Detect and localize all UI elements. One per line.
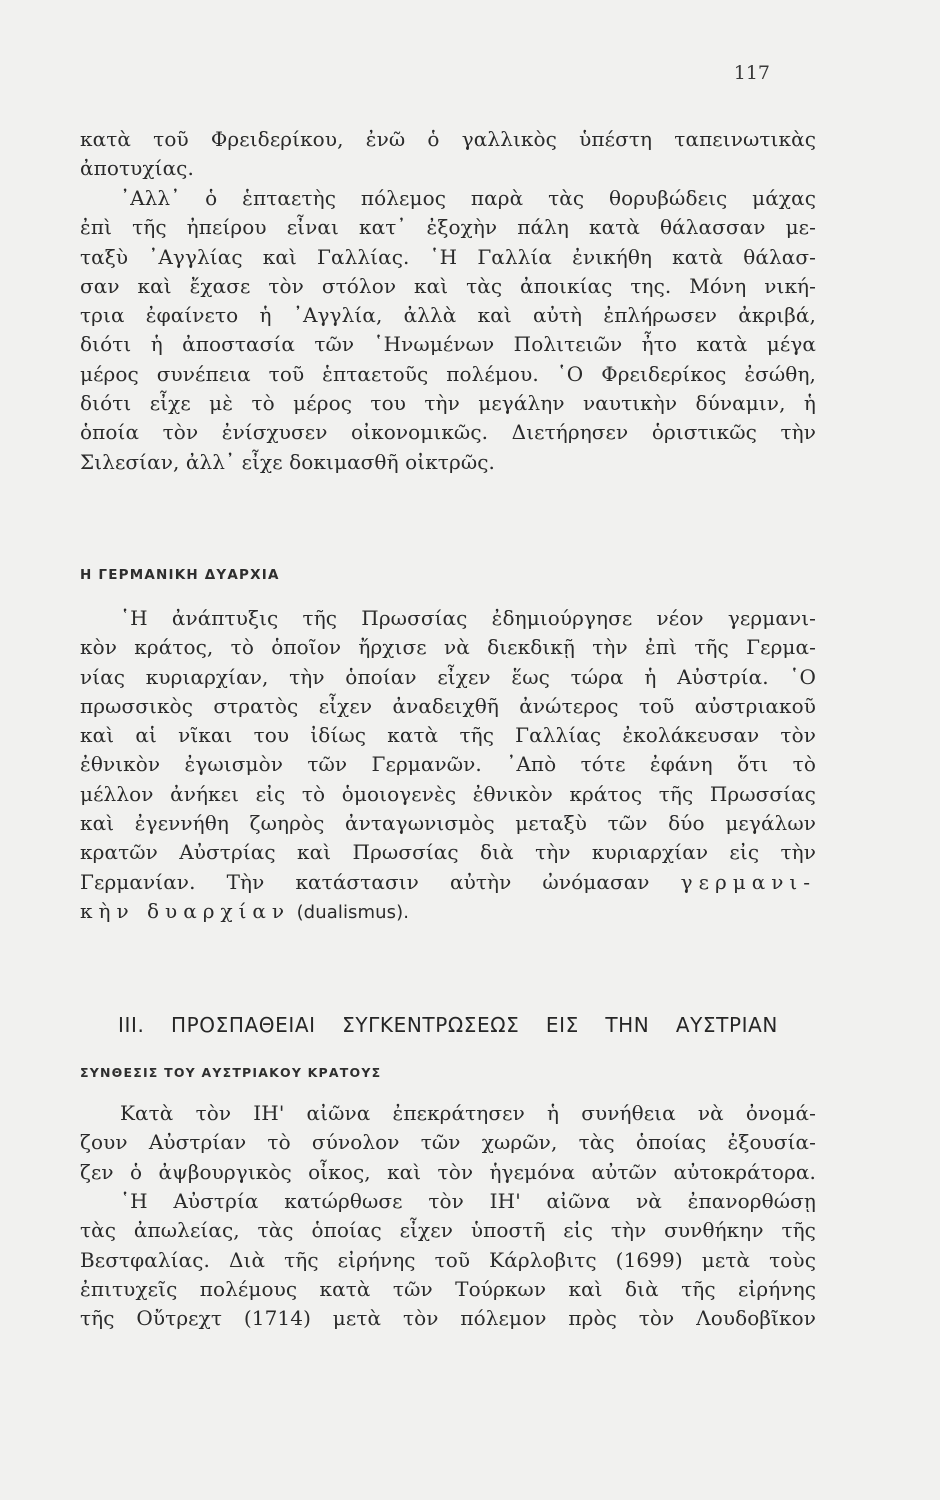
text-line: καὶ αἱ νῖκαι του ἰδίως κατὰ τῆς Γαλλίας ἐκολάκευσαν τὸν xyxy=(80,723,816,748)
text-line: κρατῶν Αὐστρίας καὶ Πρωσσίας διὰ τὴν κυριαρχίαν εἰς τὴν xyxy=(80,840,816,865)
text-line: ἐπιτυχεῖς πολέμους κατὰ τῶν Τούρκων καὶ διὰ τῆς εἰρήνης xyxy=(80,1276,816,1301)
section-heading-austria: ΙΙΙ. ΠΡΟΣΠΑΘΕΙΑΙ ΣΥΓΚΕΝΤΡΩΣΕΩΣ ΕΙΣ ΤΗΝ ΑΥΣΤΡΙΑΝ xyxy=(118,1013,778,1037)
subheading-austrian-state: ΣΥΝΘΕΣΙΣ ΤΟΥ ΑΥΣΤΡΙΑΚΟΥ ΚΡΑΤΟΥΣ xyxy=(80,1065,382,1080)
text-line: νίας κυριαρχίαν, τὴν ὁποίαν εἶχεν ἕως τώρα ἡ Αὐστρία. ῾Ο xyxy=(80,664,816,689)
paragraph-austria-name xyxy=(80,1099,816,1187)
latin-term: (dualismus). xyxy=(296,901,410,923)
paragraph-prussia xyxy=(80,604,816,927)
text-line: ταξὺ ᾿Αγγλίας καὶ Γαλλίας. ῾Η Γαλλία ἐνικήθη κατὰ θάλασ- xyxy=(80,244,816,269)
text-line: σαν καὶ ἔχασε τὸν στόλον καὶ τὰς ἀποικίας της. Μόνη νική- xyxy=(80,273,816,298)
subheading-german-dualism: Η ΓΕΡΜΑΝΙΚΗ ΔΥΑΡΧΙΑ xyxy=(80,567,280,583)
text-line: ᾿Αλλ᾿ ὁ ἑπταετὴς πόλεμος παρὰ τὰς θορυβώδεις μάχας xyxy=(120,186,816,210)
page-number: 117 xyxy=(733,62,770,84)
text-line: ὁποία τὸν ἐνίσχυσεν οἰκονομικῶς. Διετήρησεν ὁριστικῶς τὴν xyxy=(80,420,816,445)
paragraph-austria-recovery xyxy=(80,1187,816,1333)
paragraph-seven-years-war xyxy=(80,184,816,477)
text-line xyxy=(80,868,816,897)
text-line: ζεν ὁ ἀψβουργικὸς οἶκος, καὶ τὸν ἡγεμόνα αὐτῶν αὐτοκράτορα. xyxy=(80,1159,816,1184)
emphasized-term: γερμανι- xyxy=(680,869,816,894)
text-line: ῾Η ἀνάπτυξις τῆς Πρωσσίας ἐδημιούργησε νέον γερμανι- xyxy=(120,606,816,630)
text-line: ζουν Αὐστρίαν τὸ σύνολον τῶν χωρῶν, τὰς ὁποίας ἐξουσία- xyxy=(80,1130,816,1155)
text-line xyxy=(80,897,816,927)
text-line: Σιλεσίαν, ἀλλ᾿ εἶχε δοκιμασθῆ οἰκτρῶς. xyxy=(80,449,495,474)
text-line: ἐπὶ τῆς ἠπείρου εἶναι κατ᾿ ἐξοχὴν πάλη κατὰ θάλασσαν με- xyxy=(80,215,816,240)
text-line: Κατὰ τὸν ΙΗ' αἰῶνα ἐπεκράτησεν ἡ συνήθεια νὰ ὀνομά- xyxy=(120,1101,816,1125)
text-line: μέρος συνέπεια τοῦ ἑπταετοῦς πολέμου. ῾Ο Φρειδερίκος ἐσώθη, xyxy=(80,361,816,386)
text-line: ἐθνικὸν ἐγωισμὸν τῶν Γερμανῶν. ᾿Απὸ τότε ἐφάνη ὅτι τὸ xyxy=(80,752,816,777)
text-line: μέλλον ἀνήκει εἰς τὸ ὁμοιογενὲς ἐθνικὸν κράτος τῆς Πρωσσίας xyxy=(80,781,816,806)
text-line: τρια ἐφαίνετο ἡ ᾿Αγγλία, ἀλλὰ καὶ αὐτὴ ἐπλήρωσεν ἀκριβά, xyxy=(80,303,816,328)
text-line: κατὰ τοῦ Φρειδερίκου, ἐνῶ ὁ γαλλικὸς ὑπέστη ταπεινωτικὰς xyxy=(80,127,816,151)
text-line: καὶ ἐγεννήθη ζωηρὸς ἀνταγωνισμὸς μεταξὺ τῶν δύο μεγάλων xyxy=(80,811,816,836)
text-line: Βεστφαλίας. Διὰ τῆς εἰρήνης τοῦ Κάρλοβιτς (1699) μετὰ τοὺς xyxy=(80,1247,816,1272)
text-line: πρωσσικὸς στρατὸς εἶχεν ἀναδειχθῆ ἀνώτερος τοῦ αὐστριακοῦ xyxy=(80,693,816,718)
text-line: τὰς ἀπωλείας, τὰς ὁποίας εἶχεν ὑποστῆ εἰς τὴν συνθήκην τῆς xyxy=(80,1218,816,1243)
text-run: Γερμανίαν. Τὴν κατάστασιν αὐτὴν ὠνόμασαν xyxy=(80,869,650,894)
text-line: κὸν κράτος, τὸ ὁποῖον ἤρχισε νὰ διεκδικῇ τὴν ἐπὶ τῆς Γερμα- xyxy=(80,635,816,660)
text-line: ἀποτυχίας. xyxy=(80,156,194,181)
emphasized-term: κὴν δυαρχίαν xyxy=(80,898,291,923)
text-line: διότι εἶχε μὲ τὸ μέρος του τὴν μεγάλην ναυτικὴν δύναμιν, ἡ xyxy=(80,391,816,416)
text-line: τῆς Οὔτρεχτ (1714) μετὰ τὸν πόλεμον πρὸς τὸν Λουδοβῖκον xyxy=(80,1306,816,1331)
text-line: διότι ἡ ἀποστασία τῶν ῾Ηνωμένων Πολιτειῶν ἦτο κατὰ μέγα xyxy=(80,332,816,357)
text-line: ῾Η Αὐστρία κατώρθωσε τὸν ΙΗ' αἰῶνα νὰ ἐπανορθώσῃ xyxy=(120,1189,816,1213)
paragraph-continuation xyxy=(80,125,816,184)
